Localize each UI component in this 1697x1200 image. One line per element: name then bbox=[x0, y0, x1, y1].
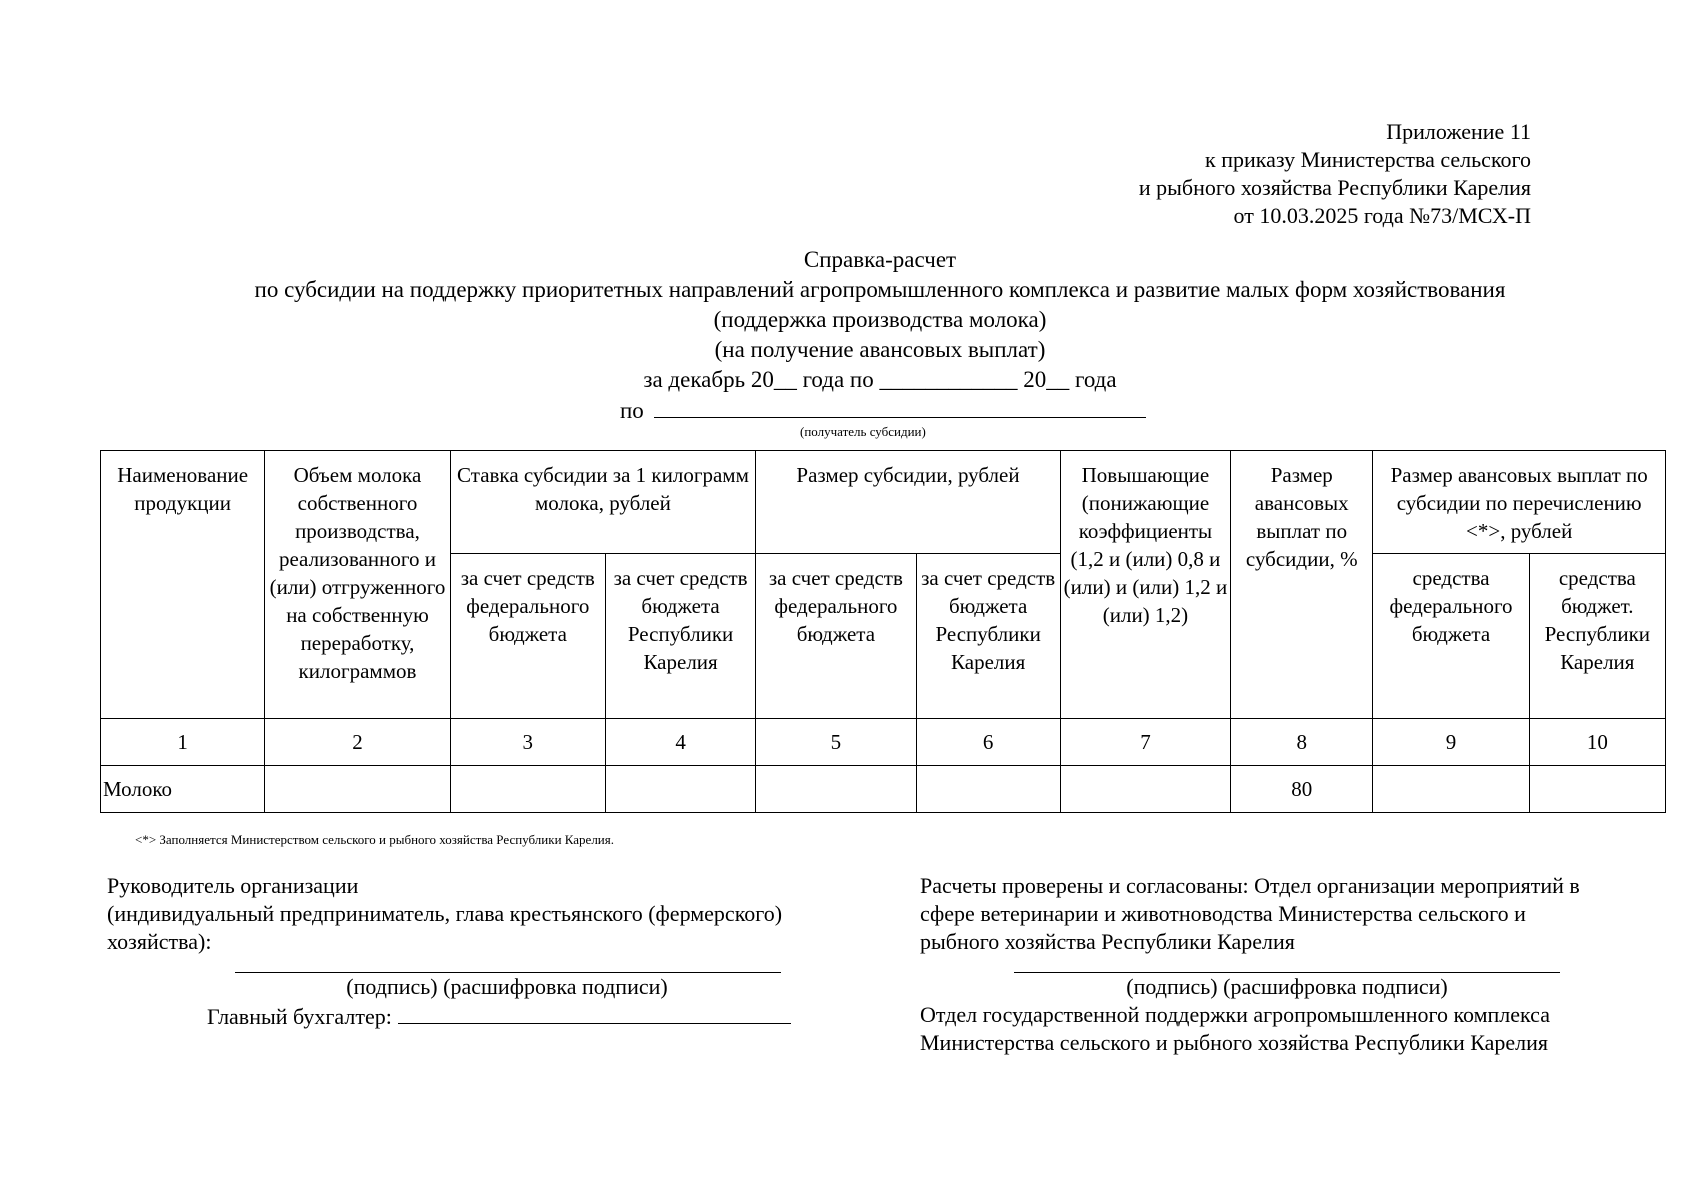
header-row-1 bbox=[101, 451, 1666, 554]
chief-accountant-label: Главный бухгалтер: bbox=[207, 1004, 392, 1029]
cell-size-federal[interactable] bbox=[756, 766, 916, 813]
recipient-row bbox=[620, 395, 1146, 426]
cell-size-regional[interactable] bbox=[916, 766, 1060, 813]
column-number: 5 bbox=[756, 719, 916, 766]
column-number: 1 bbox=[101, 719, 265, 766]
head-of-organization-note-cont: хозяйства): bbox=[107, 929, 212, 954]
header-rate-federal: за счет средств федерального бюджета bbox=[450, 554, 605, 719]
appendix-block bbox=[1139, 118, 1531, 230]
header-size-federal: за счет средств федерального бюджета bbox=[756, 554, 916, 719]
column-number: 2 bbox=[265, 719, 450, 766]
header-product-name: Наименование продукции bbox=[101, 451, 265, 719]
signature-block-right bbox=[920, 872, 1660, 1057]
verification-line-2: сфере ветеринарии и животноводства Министерства сельского и bbox=[920, 901, 1526, 926]
recipient-prefix: по bbox=[620, 398, 644, 423]
document-title-block bbox=[0, 245, 1697, 395]
state-support-dept-line-2: Министерства сельского и рыбного хозяйства Республики Карелия bbox=[920, 1030, 1549, 1055]
document-subtitle-support: (поддержка производства молока) bbox=[713, 307, 1047, 332]
cell-advance-regional[interactable] bbox=[1529, 766, 1665, 813]
header-rate-group: Ставка субсидии за 1 килограмм молока, рублей bbox=[450, 451, 756, 554]
footnote: <*> Заполняется Министерством сельского и рыбного хозяйства Республики Карелия. bbox=[135, 832, 614, 847]
header-subsidy-size-group: Размер субсидии, рублей bbox=[756, 451, 1061, 554]
header-advance-federal: средства федерального бюджета bbox=[1373, 554, 1529, 719]
header-advance-percent: Размер авансовых выплат по субсидии, % bbox=[1231, 451, 1373, 719]
document-subtitle: по субсидии на поддержку приоритетных направлений агропромышленного комплекса и развитие малых форм хозяйствования bbox=[254, 277, 1506, 302]
head-of-organization-label: Руководитель организации bbox=[107, 873, 359, 898]
column-number: 8 bbox=[1231, 719, 1373, 766]
header-rate-regional: за счет средств бюджета Республики Карелия bbox=[605, 554, 755, 719]
cell-milk-volume[interactable] bbox=[265, 766, 450, 813]
appendix-line-2: к приказу Министерства сельского bbox=[1205, 147, 1531, 172]
column-number: 10 bbox=[1529, 719, 1665, 766]
column-number: 7 bbox=[1060, 719, 1230, 766]
header-coefficients: Повышающие (понижающие коэффициенты (1,2 и (или) 0,8 и (или) и (или) 1,2 и (или) 1,2) bbox=[1060, 451, 1230, 719]
cell-advance-percent: 80 bbox=[1231, 766, 1373, 813]
signature-caption-right: (подпись) (расшифровка подписи) bbox=[1126, 974, 1448, 999]
cell-product-name: Молоко bbox=[101, 766, 265, 813]
subsidy-calculation-table bbox=[100, 450, 1666, 813]
appendix-line-4: от 10.03.2025 года №73/МСХ-П bbox=[1233, 203, 1531, 228]
signature-caption-left: (подпись) (расшифровка подписи) bbox=[346, 974, 668, 999]
state-support-dept-line-1: Отдел государственной поддержки агропромышленного комплекса bbox=[920, 1002, 1550, 1027]
column-number: 4 bbox=[605, 719, 755, 766]
cell-advance-federal[interactable] bbox=[1373, 766, 1529, 813]
recipient-caption: (получатель субсидии) bbox=[800, 424, 926, 439]
header-advance-regional: средства бюджет. Республики Карелия bbox=[1529, 554, 1665, 719]
recipient-blank-line[interactable] bbox=[654, 395, 1146, 418]
header-milk-volume: Объем молока собственного производства, реализованного и (или) отгруженного на собственную переработку, килограммов bbox=[265, 451, 450, 719]
chief-accountant-blank-line[interactable] bbox=[398, 1001, 791, 1024]
appendix-line-1: Приложение 11 bbox=[1386, 119, 1531, 144]
chief-accountant-row bbox=[107, 1001, 887, 1031]
verification-line-1: Расчеты проверены и согласованы: Отдел организации мероприятий в bbox=[920, 873, 1580, 898]
table-row bbox=[101, 766, 1666, 813]
column-number: 9 bbox=[1373, 719, 1529, 766]
column-number: 3 bbox=[450, 719, 605, 766]
column-numbers-row bbox=[101, 719, 1666, 766]
header-size-regional: за счет средств бюджета Республики Карелия bbox=[916, 554, 1060, 719]
signature-block-left bbox=[107, 872, 887, 1031]
column-number: 6 bbox=[916, 719, 1060, 766]
verification-line-3: рыбного хозяйства Республики Карелия bbox=[920, 929, 1295, 954]
appendix-line-3: и рыбного хозяйства Республики Карелия bbox=[1138, 175, 1531, 200]
head-of-organization-note: (индивидуальный предприниматель, глава крестьянского (фермерского) bbox=[107, 901, 783, 926]
document-title: Справка-расчет bbox=[803, 247, 957, 272]
cell-rate-federal[interactable] bbox=[450, 766, 605, 813]
cell-coefficients[interactable] bbox=[1060, 766, 1230, 813]
period-line: за декабрь 20__ года по ____________ 20__ года bbox=[643, 367, 1117, 392]
cell-rate-regional[interactable] bbox=[605, 766, 755, 813]
header-advance-amount-group: Размер авансовых выплат по субсидии по перечислению <*>, рублей bbox=[1373, 451, 1666, 554]
document-subtitle-advance: (на получение авансовых выплат) bbox=[714, 337, 1046, 362]
